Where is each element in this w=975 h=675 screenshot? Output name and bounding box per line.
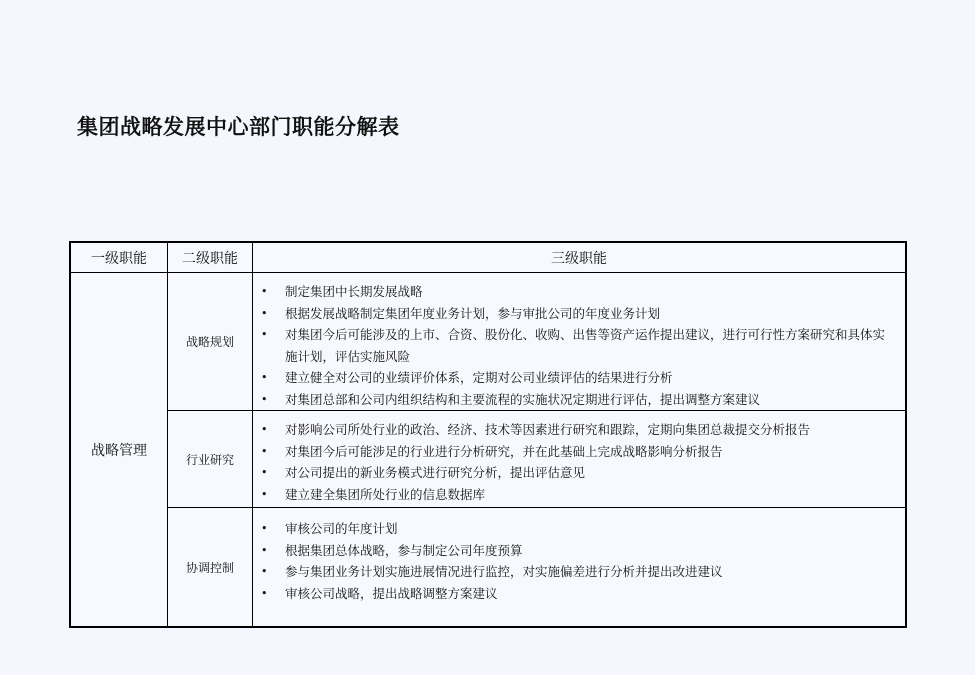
list-item: • 制定集团中长期发展战略 xyxy=(261,281,895,303)
bullet-icon: • xyxy=(261,466,268,479)
level3-cell xyxy=(253,273,905,410)
list-item: • 建立健全对公司的业绩评价体系，定期对公司业绩评估的结果进行分析 xyxy=(261,367,895,389)
header-level1: 一级职能 xyxy=(91,250,147,267)
level3-cell xyxy=(253,508,905,626)
list-item: • 对公司提出的新业务模式进行研究分析，提出评估意见 xyxy=(261,462,895,484)
level3-cell xyxy=(253,411,905,507)
list-item: • 根据发展战略制定集团年度业务计划，参与审批公司的年度业务计划 xyxy=(261,303,895,325)
level2-cell: 战略规划 xyxy=(185,335,234,349)
bullet-icon: • xyxy=(261,371,268,384)
level2-cell: 协调控制 xyxy=(185,560,234,575)
page-title: 集团战略发展中心部门职能分解表 xyxy=(77,115,400,139)
list-item: • 对集团今后可能涉及的上市、合资、股份化、收购、出售等资产运作提出建议，进行可行性方案研究和具体实施计划，评估实施风险 xyxy=(261,324,895,367)
list-item: • 建立建全集团所处行业的信息数据库 xyxy=(261,484,895,506)
header-level2: 二级职能 xyxy=(182,250,238,267)
bullet-icon: • xyxy=(261,328,268,341)
duty-list xyxy=(261,518,895,604)
duty-list xyxy=(261,419,895,505)
header-level3: 三级职能 xyxy=(551,250,607,267)
list-item: • 对集团总部和公司内组织结构和主要流程的实施状况定期进行评估，提出调整方案建议 xyxy=(261,389,895,411)
level2-cell: 行业研究 xyxy=(185,452,234,467)
bullet-icon: • xyxy=(261,444,268,458)
function-table xyxy=(69,241,907,628)
duty-list xyxy=(261,281,895,410)
bullet-icon: • xyxy=(261,487,268,501)
list-item: • 对影响公司所处行业的政治、经济、技术等因素进行研究和跟踪，定期向集团总裁提交分析报告 xyxy=(261,419,895,441)
bullet-icon: • xyxy=(261,565,268,578)
bullet-icon: • xyxy=(261,306,268,320)
list-item: • 根据集团总体战略，参与制定公司年度预算 xyxy=(261,540,895,562)
bullet-icon: • xyxy=(261,543,268,557)
bullet-icon: • xyxy=(261,392,268,406)
bullet-icon: • xyxy=(261,586,268,600)
level1-cell: 战略管理 xyxy=(91,442,147,459)
list-item: • 审核公司的年度计划 xyxy=(261,518,895,540)
bullet-icon: • xyxy=(261,423,268,436)
list-item: • 对集团今后可能涉足的行业进行分析研究，并在此基础上完成战略影响分析报告 xyxy=(261,441,895,463)
list-item: • 参与集团业务计划实施进展情况进行监控，对实施偏差进行分析并提出改进建议 xyxy=(261,561,895,583)
bullet-icon: • xyxy=(261,285,268,298)
list-item: • 审核公司战略，提出战略调整方案建议 xyxy=(261,583,895,605)
bullet-icon: • xyxy=(261,522,268,535)
